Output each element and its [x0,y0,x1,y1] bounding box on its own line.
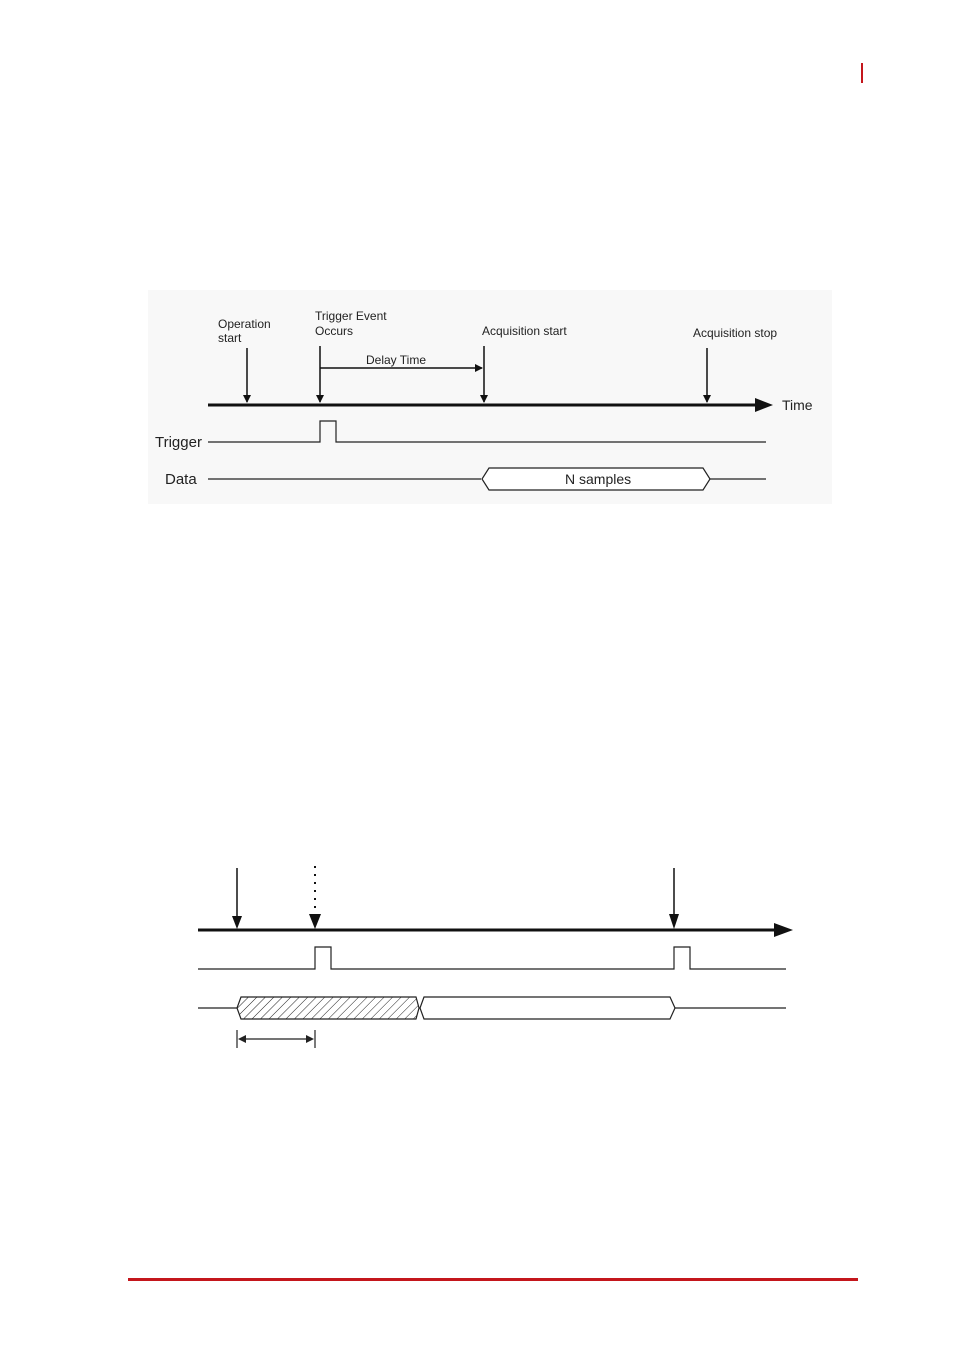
n-samples-label: N samples [565,471,632,487]
delay-time-label: Delay Time [366,353,427,367]
pre-trigger-hatched-block [237,997,419,1019]
delay-trigger-timing-diagram [148,290,832,504]
pre-trigger-diagram-svg [190,860,800,1060]
operation-start-label-line2: start [218,331,242,345]
data-row-label: Data [165,471,197,488]
acquisition-start-label: Acquisition start [482,324,567,338]
delay-trigger-diagram-svg [148,290,832,504]
pre-trigger-timing-diagram [190,860,800,1060]
header-accent-mark [861,63,863,83]
trigger-event-label-line1: Trigger Event [315,309,387,323]
footer-accent-rule [128,1278,858,1281]
trigger-event-label-line2: Occurs [315,324,354,338]
operation-start-label-line1: Operation [218,317,271,331]
time-axis-label: Time [782,397,813,413]
operation-start-arrowhead [232,916,242,929]
acquisition-stop-label: Acquisition stop [693,326,778,340]
interval-arrowhead-right [306,1035,314,1043]
time-axis-arrowhead [774,923,793,937]
interval-arrowhead-left [238,1035,246,1043]
trigger-signal-waveform [208,421,766,442]
post-trigger-data-block [420,997,675,1019]
time-axis-arrowhead [755,398,773,412]
trigger-signal-waveform [198,947,786,969]
trigger-row-label: Trigger [155,434,202,451]
acquisition-stop-arrowhead [669,914,679,929]
dotted-trigger-arrowhead [309,914,321,929]
